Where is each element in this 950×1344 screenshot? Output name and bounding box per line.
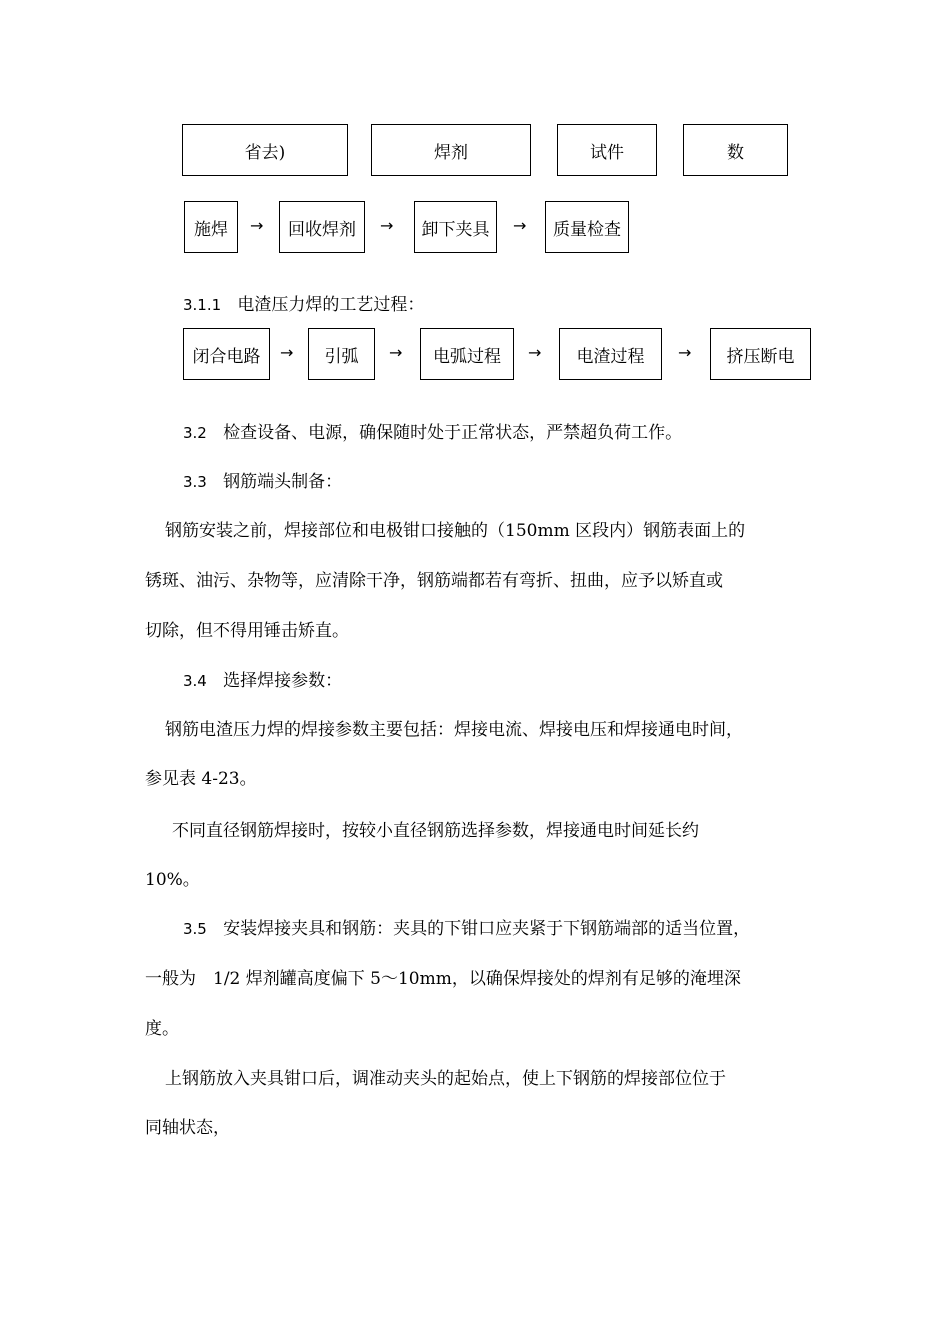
section-number: 3.5 xyxy=(183,920,207,938)
paragraph-line: 一般为 1/2 焊剂罐高度偏下 5～10mm，以确保焊接处的焊剂有足够的淹埋深 xyxy=(145,969,741,989)
flow1-step-2 xyxy=(279,201,365,253)
section-text: 检查设备、电源，确保随时处于正常状态，严禁超负荷工作。 xyxy=(223,423,683,443)
flow2-step-3 xyxy=(420,328,514,380)
heading-3-4 xyxy=(183,666,342,691)
step-label: 回收焊剂 xyxy=(288,219,356,240)
box-label: 省去) xyxy=(244,142,286,163)
flow1-step-3 xyxy=(414,201,497,253)
box-top-4 xyxy=(683,124,788,176)
step-label: 质量检查 xyxy=(553,219,621,240)
step-label: 闭合电路 xyxy=(192,346,261,367)
arrow-icon: → xyxy=(280,343,294,362)
box-label: 试件 xyxy=(590,142,624,163)
arrow-icon: → xyxy=(389,343,403,362)
section-text: 选择焊接参数： xyxy=(223,671,343,691)
box-top-2 xyxy=(371,124,531,176)
arrow-icon: → xyxy=(250,216,264,235)
section-number: 3.3 xyxy=(183,473,207,491)
paragraph-line: 10%。 xyxy=(145,870,200,890)
flow2-step-1 xyxy=(183,328,270,380)
section-text: 安装焊接夹具和钢筋：夹具的下钳口应夹紧于下钢筋端部的适当位置， xyxy=(223,919,751,939)
flow1-step-1 xyxy=(184,201,238,253)
flow1-step-4 xyxy=(545,201,629,253)
flow2-step-4 xyxy=(559,328,662,380)
paragraph-line: 不同直径钢筋焊接时，按较小直径钢筋选择参数，焊接通电时间延长约 xyxy=(172,821,699,841)
arrow-icon: → xyxy=(678,343,692,362)
paragraph-line: 同轴状态， xyxy=(145,1118,230,1138)
arrow-icon: → xyxy=(528,343,542,362)
heading-3-1-1 xyxy=(183,290,424,315)
arrow-icon: → xyxy=(380,216,394,235)
heading-3-3 xyxy=(183,467,342,492)
step-label: 卸下夹具 xyxy=(421,219,490,240)
step-label: 施焊 xyxy=(194,219,228,240)
section-text: 电渣压力焊的工艺过程： xyxy=(237,295,425,315)
box-top-1 xyxy=(182,124,348,176)
paragraph-line: 度。 xyxy=(145,1019,179,1039)
paragraph-line: 参见表 4-23。 xyxy=(145,769,257,789)
heading-3-2 xyxy=(183,418,682,443)
paragraph-line: 锈斑、油污、杂物等，应清除干净，钢筋端都若有弯折、扭曲，应予以矫直或 xyxy=(145,571,723,591)
section-text: 钢筋端头制备： xyxy=(223,472,343,492)
paragraph-line: 切除，但不得用锤击矫直。 xyxy=(145,621,349,641)
paragraph-line: 上钢筋放入夹具钳口后，调准动夹头的起始点，使上下钢筋的焊接部位位于 xyxy=(165,1069,726,1089)
box-label: 数 xyxy=(727,142,744,163)
section-number: 3.4 xyxy=(183,672,207,690)
flow2-step-5 xyxy=(710,328,811,380)
paragraph-line: 钢筋安装之前，焊接部位和电极钳口接触的（150mm 区段内）钢筋表面上的 xyxy=(165,521,746,541)
step-label: 电弧过程 xyxy=(433,346,501,367)
step-label: 电渣过程 xyxy=(576,346,645,367)
box-label: 焊剂 xyxy=(434,142,468,163)
step-label: 挤压断电 xyxy=(726,346,795,367)
heading-3-5 xyxy=(183,914,750,939)
box-top-3 xyxy=(557,124,657,176)
paragraph-line: 钢筋电渣压力焊的焊接参数主要包括：焊接电流、焊接电压和焊接通电时间， xyxy=(165,720,743,740)
arrow-icon: → xyxy=(513,216,527,235)
section-number: 3.1.1 xyxy=(183,296,222,314)
step-label: 引弧 xyxy=(324,346,359,367)
section-number: 3.2 xyxy=(183,424,207,442)
flow2-step-2 xyxy=(308,328,375,380)
